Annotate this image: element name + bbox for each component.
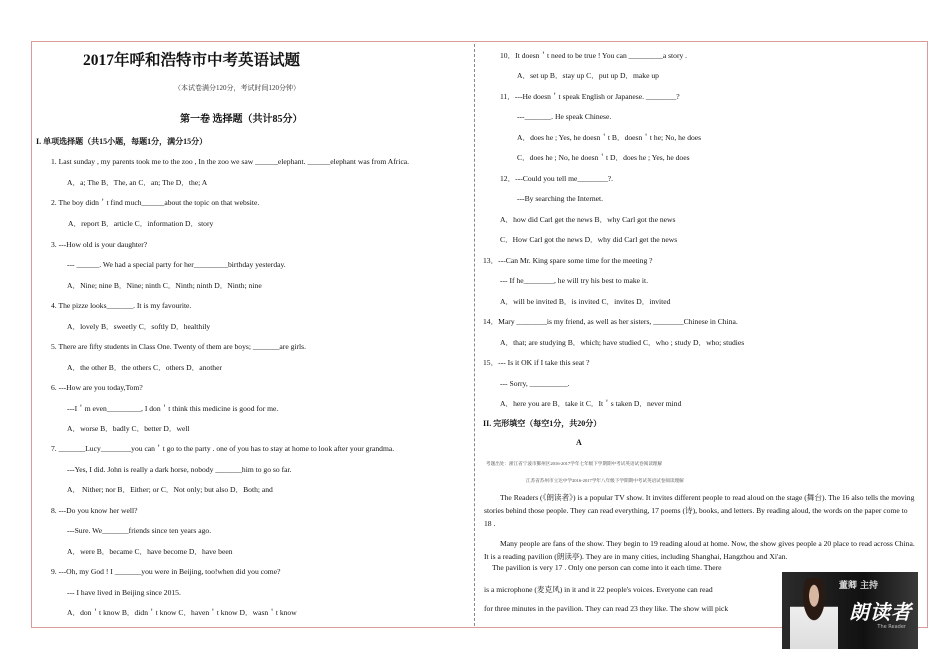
- question-line-left: 9. ---Oh, my God ! I _______you were in Beijing, too!when did you come?: [51, 567, 281, 576]
- question-line-right: A．how did Carl get the news B．why Carl got the news: [500, 215, 676, 224]
- question-line-left: 1. Last sunday , my parents took me to the zoo , In the zoo we saw ______elephant. ______elephant was from Africa.: [51, 157, 410, 166]
- exam-note: （本试卷满分120分，考试时间120分钟）: [174, 84, 300, 92]
- question-line-left: --- I have lived in Beijing since 2015.: [67, 588, 181, 597]
- question-line-right: A．does he ; Yes, he doesn＇t B．doesn＇t he; No, he does: [517, 133, 702, 142]
- question-line-right: 12．---Could you tell me________?.: [500, 174, 614, 183]
- the-readers-photo: [782, 572, 918, 649]
- question-line-left: 8. ---Do you know her well?: [51, 506, 138, 515]
- question-line-left: A．lovely B．sweetly C．softly D．healthily: [67, 322, 211, 331]
- question-line-right: A．here you are B．take it C．It＇s taken D．never mind: [500, 399, 682, 408]
- question-line-left: 3. ---How old is your daughter?: [51, 240, 148, 249]
- question-line-left: 4. The pizze looks_______. It is my favourite.: [51, 301, 192, 310]
- passage-heading: A: [576, 438, 582, 447]
- question-line-right: C．does he ; No, he doesn＇t D．does he ; Yes, he does: [517, 153, 690, 162]
- question-line-left: --- ______. We had a special party for her_________birthday yesterday.: [67, 260, 286, 269]
- question-line-left: A．worse B．badly C．better D．well: [67, 424, 190, 433]
- question-line-right: ---_______. He speak Chinese.: [517, 112, 612, 121]
- question-line-right: A．will be invited B．is invited C．invites D．invited: [500, 297, 671, 306]
- photo-logo-top: 董卿 主持: [838, 581, 878, 591]
- question-line-left: A．Nine; nine B．Nine; ninth C．Ninth; ninth D．Ninth; nine: [67, 281, 262, 290]
- section-title-2: II. 完形填空（每空1分，共20分）: [483, 419, 602, 428]
- question-line-left: A．a; The B．The, an C．an; The D．the; A: [67, 178, 208, 187]
- question-line-left: 2. The boy didn＇t find much______about the topic on that website.: [51, 198, 260, 207]
- question-line-left: ---Yes, I did. John is really a dark horse, nobody _______him to go so far.: [67, 465, 292, 474]
- source-line-2: 江苏省苏州市立达中学2016-2017学年八年级下学期期中考试英语试卷阅读理解: [526, 478, 684, 483]
- question-line-right: 11．---He doesn＇t speak English or Japanese. ________?: [500, 92, 680, 101]
- question-line-right: C．How Carl got the news D．why did Carl get the news: [500, 235, 678, 244]
- question-line-left: A． Nither; nor B．Either; or C．Not only; but also D．Both; and: [67, 485, 273, 494]
- column-divider: [474, 44, 475, 626]
- question-line-right: 10．It doesn＇t need to be true ! You can _________a story .: [500, 51, 688, 60]
- question-line-left: 6. ---How are you today,Tom?: [51, 383, 143, 392]
- question-line-left: A．were B．became C．have become D．have been: [67, 547, 233, 556]
- question-line-right: 15．--- Is it OK if I take this seat ?: [483, 358, 590, 367]
- paragraph-2: Many people are fans of the show. They begin to 19 reading aloud at home. Now, the show gives people a 20 place to read across China. It is a reading pavilion (朗读亭). They are in many cities, including Shanghai, Hangzhou and Xi'an.: [484, 539, 915, 561]
- question-line-right: 13．---Can Mr. King spare some time for the meeting ?: [483, 256, 653, 265]
- exam-title: 2017年呼和浩特市中考英语试题: [83, 52, 301, 69]
- photo-logo-sub: The Reader: [877, 624, 906, 630]
- question-line-left: A．don＇t know B．didn＇t know C．haven＇t know D．wasn＇t know: [67, 608, 297, 617]
- question-line-right: 14．Mary ________is my friend, as well as her sisters, ________Chinese in China.: [483, 317, 738, 326]
- paragraph-3-line-1: The pavilion is very 17 . Only one person can come into it each time. There: [492, 563, 722, 572]
- paragraph-3-line-2: is a microphone (麦克风) in it and it 22 people's voices. Everyone can read: [484, 585, 713, 594]
- section-title-1: I. 单项选择题（共15小题，每题1分，满分15分）: [36, 137, 208, 146]
- question-line-right: A．that; are studying B．which; have studied C．who ; study D．who; studies: [500, 338, 745, 347]
- question-line-right: --- If he________, he will try his best to make it.: [500, 276, 649, 285]
- question-line-right: --- Sorry, __________.: [500, 379, 570, 388]
- part-title: 第一卷 选择题（共计85分）: [180, 114, 303, 125]
- question-line-left: ---I＇m even_________, I don＇t think this medicine is good for me.: [67, 404, 279, 413]
- question-line-left: 5. There are fifty students in Class One. Twenty of them are boys; _______are girls.: [51, 342, 306, 351]
- the-readers-logo: 朗读者: [849, 600, 912, 624]
- question-line-right: A．set up B．stay up C．put up D．make up: [517, 71, 659, 80]
- paragraph-3-line-3: for three minutes in the pavilion. They can read 23 they like. The show will pick: [484, 604, 729, 613]
- paragraph-1: The Readers (《朗读者》) is a popular TV show. It invites different people to read aloud on the stage (舞台). The 16 also tells the moving stories behind those people. They can read everything, 17 poems (诗), books, and letters. By reading aloud, the words on the paper come to 18 .: [484, 493, 915, 528]
- question-line-right: ---By searching the Internet.: [517, 194, 604, 203]
- question-line-left: A．report B．article C．information D．story: [68, 219, 214, 228]
- host-figure: [790, 578, 838, 649]
- question-line-left: ---Sure. We_______friends since ten years ago.: [67, 526, 212, 535]
- source-line-1: 考题出处：浙江省宁波市鄞州区2016-2017学年七年级下学期期中考试英语试卷阅读理解: [486, 461, 663, 466]
- question-line-left: A．the other B．the others C．others D．another: [67, 363, 223, 372]
- question-line-left: 7. _______Lucy________you can＇t go to the party . one of you has to stay at home to look after your grandma.: [51, 444, 395, 453]
